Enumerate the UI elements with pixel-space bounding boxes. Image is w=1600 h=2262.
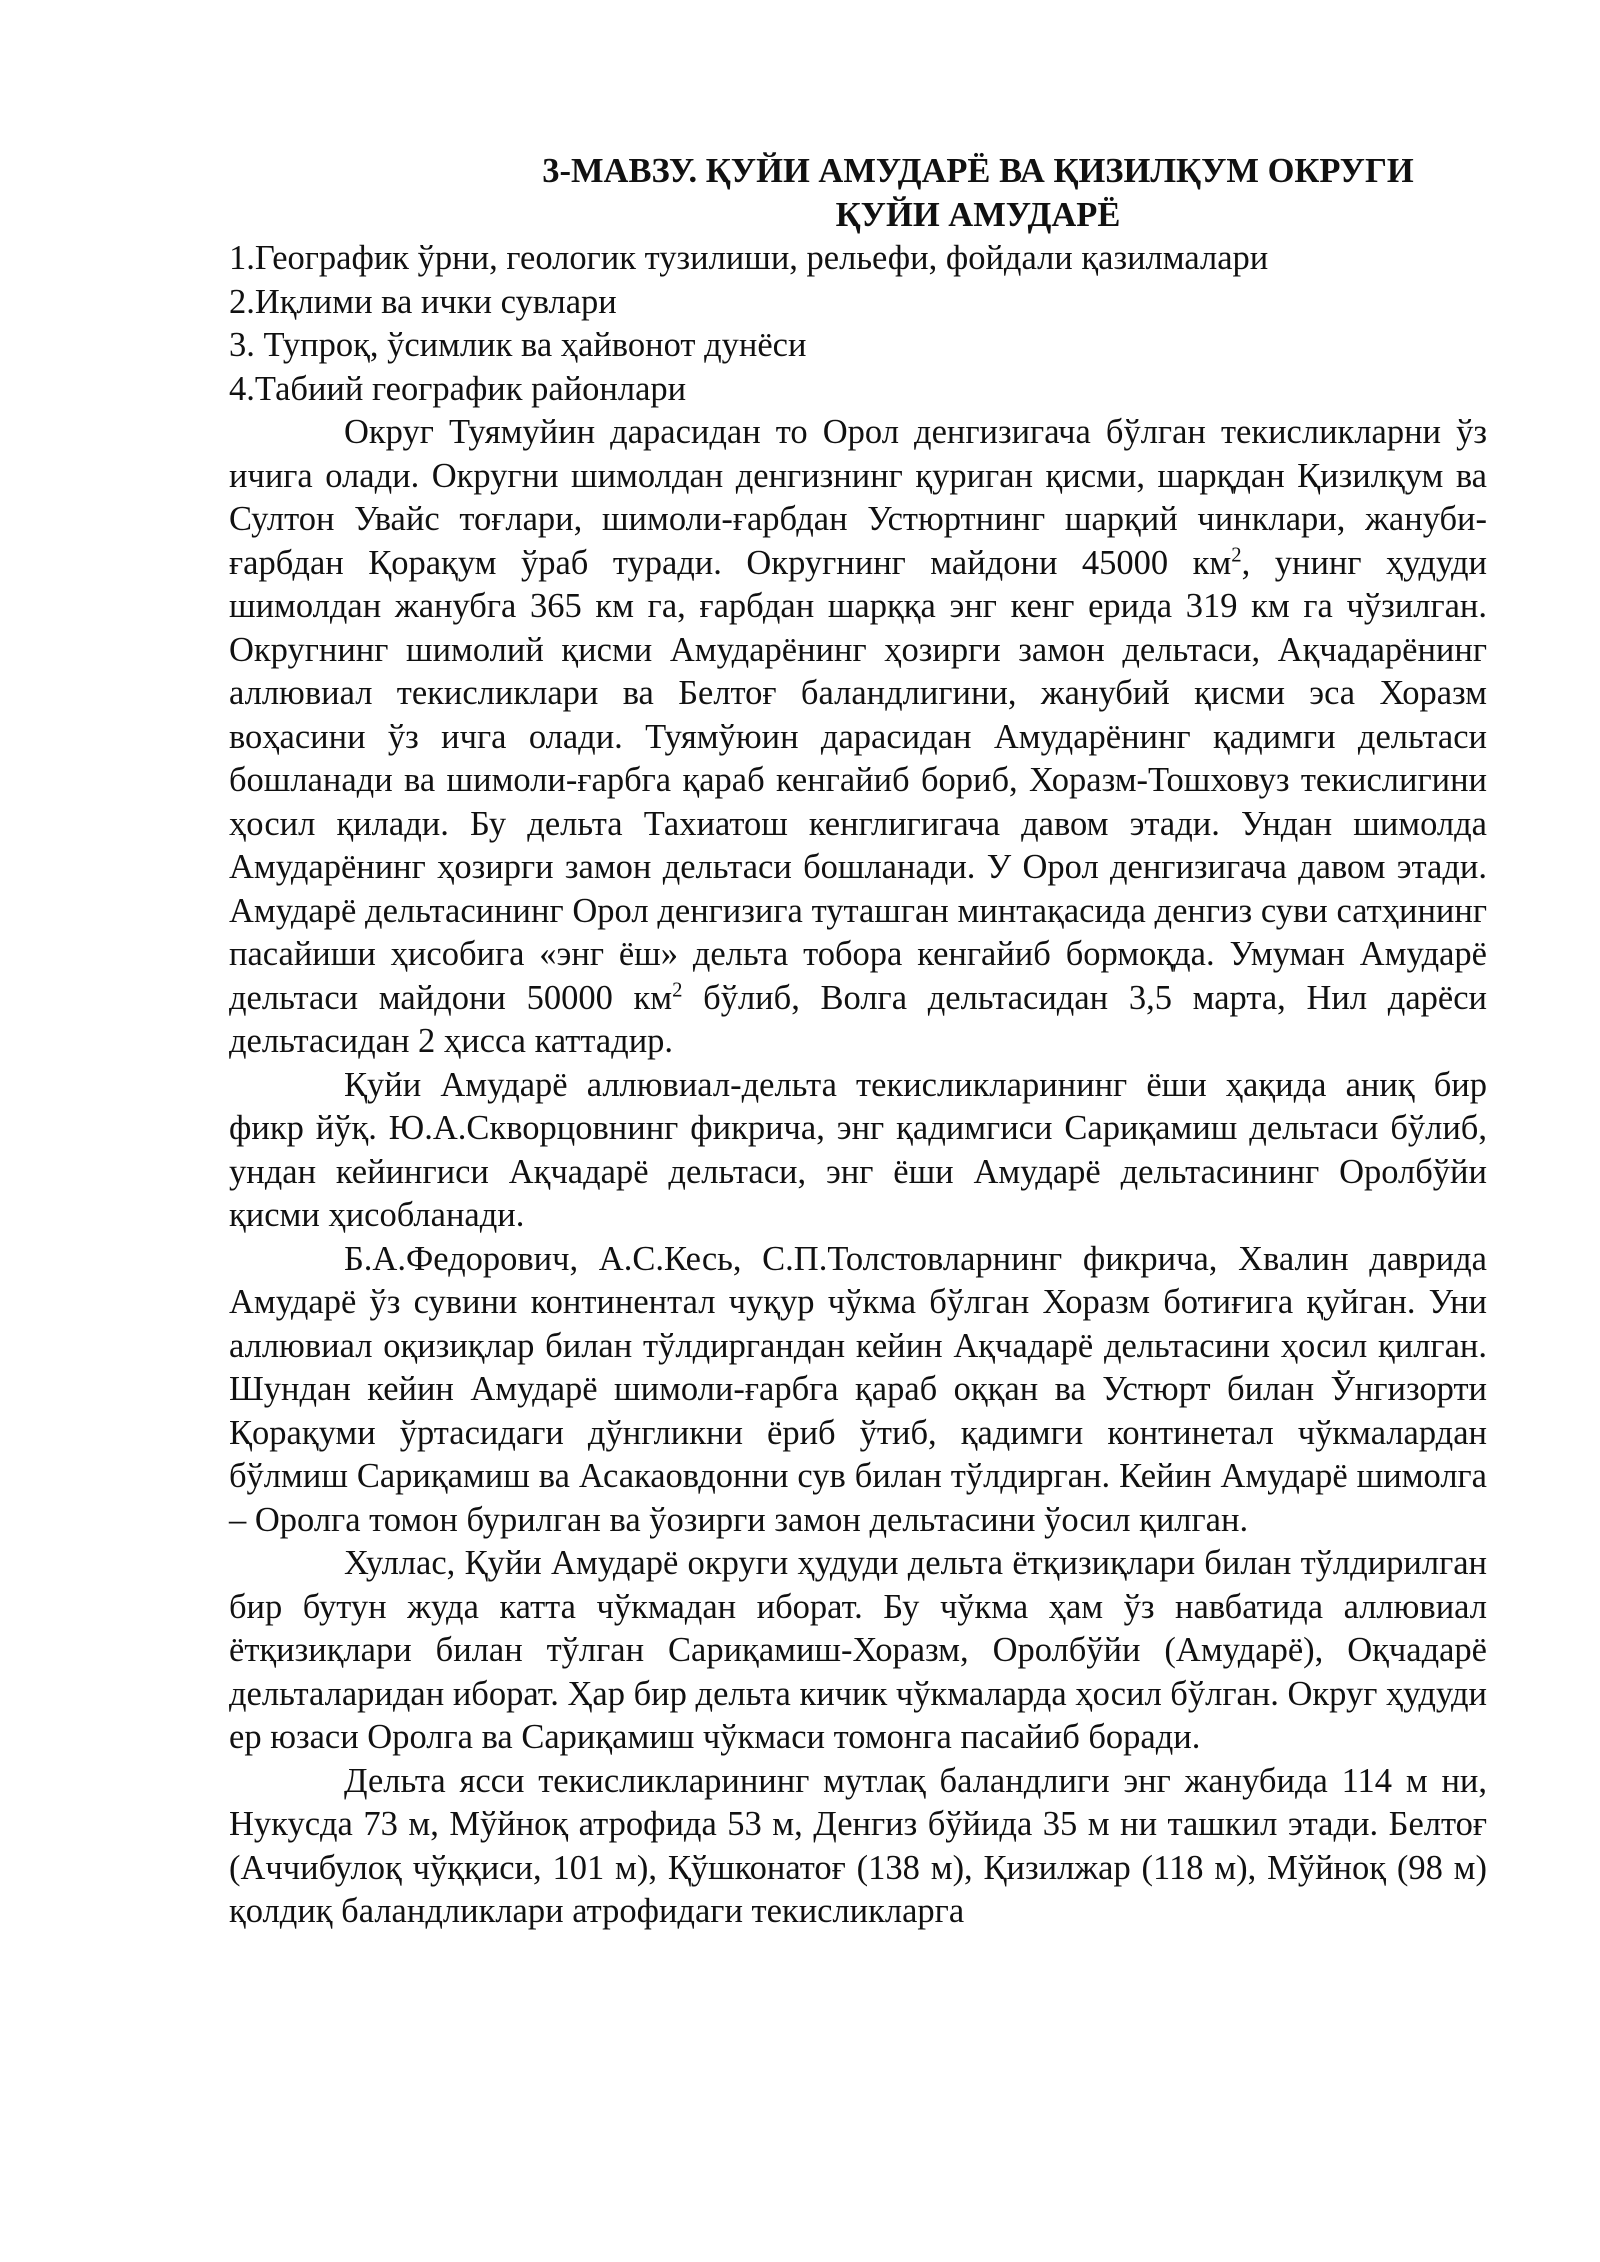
outline-item: 3. Тупроқ, ўсимлик ва ҳайвонот дунёси — [229, 326, 807, 364]
outline-item: 2.Иқлими ва ички сувлари — [229, 282, 617, 321]
document-subtitle: ҚУЙИ АМУДАРЁ — [835, 195, 1121, 234]
paragraph-5: Дельта ясси текисликларининг мутлақ баландлиги энг жанубида 114 м ни, Нукусда 73 м, Мўйноқ атрофида 53 м, Денгиз бўйида 35 м ни ташкил этади. Белтоғ (Аччибулоқ чўққиси, 101 м), Қўшконатоғ (138 м), Қизилжар (118 м), Мўйноқ (98 м) қолдиқ баландликлари атрофидаги текисликларга — [229, 1761, 1487, 1930]
paragraph-4: Хуллас, Қуйи Амударё округи ҳудуди дельта ётқизиқлари билан тўлдирилган бир бутун жуда катта чўкмадан иборат. Бу чўкма ҳам ўз навбатида аллювиал ётқизиқлари билан тўлган Сариқамиш-Хоразм, Оролбўйи (Амударё), Оқчадарё дельталаридан иборат. Ҳар бир дельта кичик чўкмаларда ҳосил бўлган. Округ ҳудуди ер юзаси Оролга ва Сариқамиш чўкмаси томонга пасайиб боради. — [229, 1544, 1487, 1756]
paragraph-1 — [229, 411, 1487, 1064]
outline-item: 1.Географик ўрни, геологик тузилиши, рельефи, фойдали қазилмалари — [229, 239, 1269, 277]
superscript-km2: 2 — [1231, 544, 1242, 566]
paragraph-1-part-b: , унинг ҳудуди шимолдан жанубга 365 км га, ғарбдан шарққа энг кенг ерида 319 км га чўзилган. Округнинг шимолий қисми Амударёнинг ҳозирги замон дельтаси, Ақчадарёнинг аллювиал текисликлари ва Белтоғ баландлигини, жанубий қисми эса Хоразм воҳасини ўз ичга олади. Туямўюин дарасидан Амударёнинг қадимги дельтаси бошланади ва шимоли-ғарбга қараб кенгайиб бориб, Хоразм-Тошховуз текислигини ҳосил қилади. Бу дельта Тахиатош кенглигигача давом этади. Ундан шимолда Амударёнинг ҳозирги замон дельтаси бошланади. У Орол денгизигача давом этади. Амударё дельтасининг Орол денгизига туташган минтақасида денгиз суви сатҳининг пасайиши ҳисобига «энг ёш» дельта тобора кенгайиб бормоқда. Умуман Амударё дельтаси майдони 50000 км — [229, 543, 1488, 1017]
paragraph-1-part-a: Округ Туямуйин дарасидан то Орол денгизигача бўлган текисликларни ўз ичига олади. Округни шимолдан денгизнинг қуриган қисми, шарқдан Қизилқум ва Султон Увайс тоғлари, шимоли-ғарбдан Устюртнинг шарқий чинклари, жануби-ғарбдан Қорақум ўраб туради. Округнинг майдони 45000 км — [229, 413, 1487, 582]
document-page — [229, 150, 1487, 1934]
document-title: 3-МАВЗУ. ҚУЙИ АМУДАРЁ ВА ҚИЗИЛҚУМ ОКРУГИ — [542, 152, 1414, 190]
superscript-km2: 2 — [672, 979, 683, 1001]
paragraph-3: Б.А.Федорович, А.С.Кесь, С.П.Толстовларнинг фикрича, Хвалин даврида Амударё ўз сувини континентал чуқур чўкма бўлган Хоразм ботиғига қуйган. Уни аллювиал оқизиқлар билан тўлдиргандан кейин Ақчадарё дельтасини ҳосил қилган. Шундан кейин Амударё шимоли-ғарбга қараб оққан ва Устюрт билан Ўнгизорти Қорақуми ўртасидаги дўнгликни ёриб ўтиб, қадимги континетал чўкмалардан бўлмиш Сариқамиш ва Асакаовдонни сув билан тўлдирган. Кейин Амударё шимолга – Оролга томон бурилган ва ўозирги замон дельтасини ўосил қилган. — [229, 1239, 1487, 1539]
paragraph-1-part-c: бўлиб, Волга дельтасидан 3,5 марта, Нил дарёси дельтасидан 2 ҳисса каттадир. — [229, 978, 1487, 1060]
topic-outline — [229, 237, 1487, 411]
paragraph-2: Қуйи Амударё аллювиал-дельта текисликларининг ёши ҳақида аниқ бир фикр йўқ. Ю.А.Скворцовнинг фикрича, энг қадимгиси Сариқамиш дельтаси бўлиб, ундан кейингиси Ақчадарё дельтаси, энг ёши Амударё дельтасининг Оролбўйи қисми ҳисобланади. — [229, 1065, 1487, 1234]
outline-item: 4.Табиий географик районлари — [229, 369, 687, 408]
